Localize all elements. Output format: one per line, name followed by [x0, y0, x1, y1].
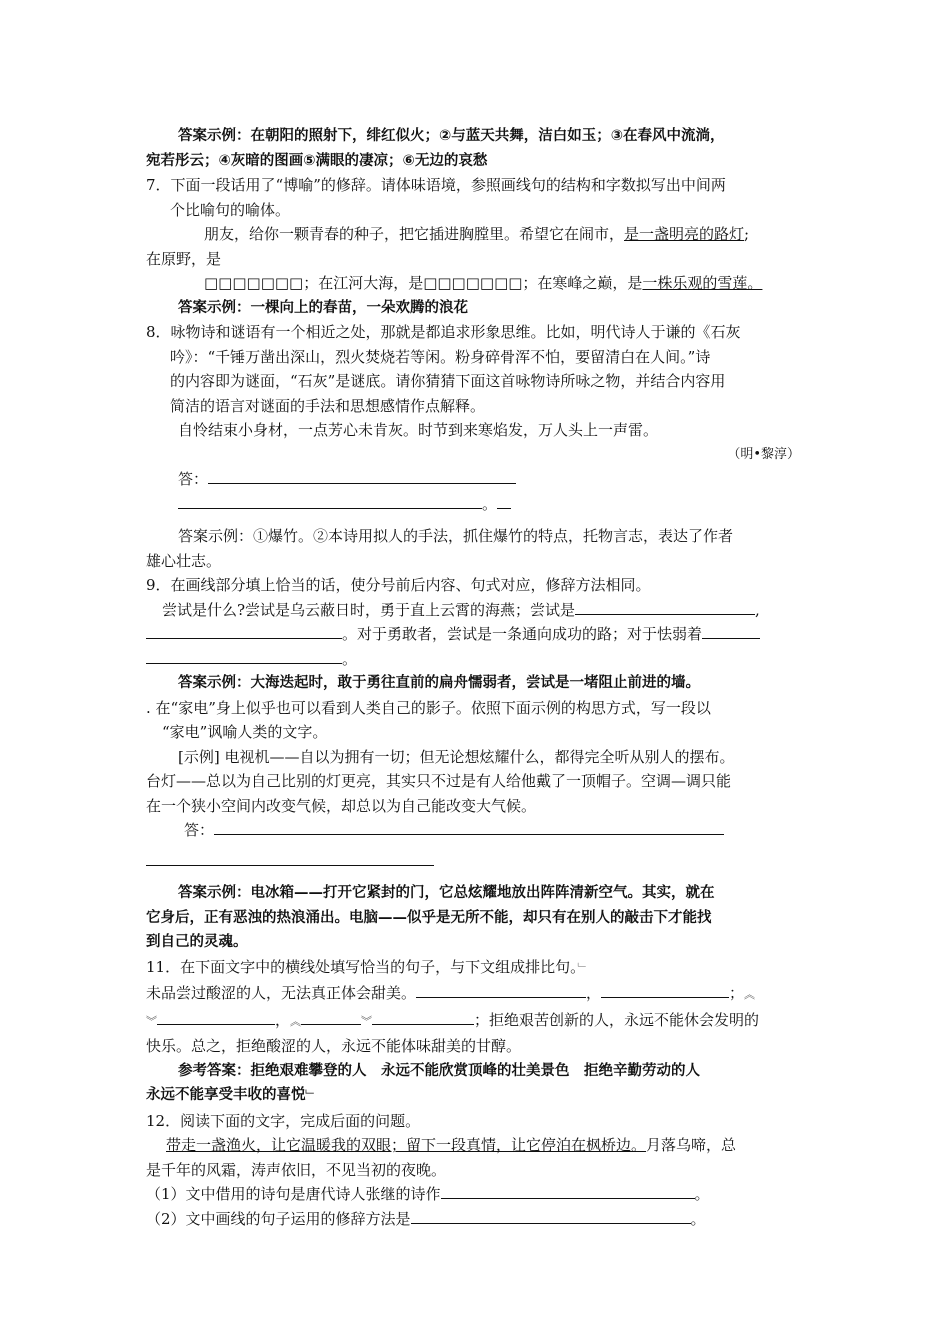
question-10-example-line-3: 在一个狭小空间内改变气候，却总以为自己能改变大气候。 [146, 796, 537, 815]
answer-11-line-2 [146, 1083, 810, 1109]
q9-text-2: 。对于勇敢者，尝试是一条通向成功的路；对于怯弱着 [342, 625, 703, 643]
answer-blank[interactable] [702, 623, 760, 639]
answer-8-line-1: 答案示例：①爆竹。②本诗用拟人的手法，抓住爆竹的特点，托物言志，表达了作者 [178, 527, 734, 545]
answer-10-line-2: 它身后，正有恶浊的热浪涌出。电脑——似乎是无所不能，却只有在别人的敲击下才能找 [146, 909, 712, 926]
question-9-line-3 [146, 622, 810, 647]
question-7-line-1: 7．下面一段话用了“博喻”的修辞。请体味语境，参照画线句的结构和字数拟写出中间两 [146, 176, 726, 194]
answer-9: 答案示例：大海迭起时，敢于勇往直前的扁舟懦弱者，尝试是一堵阻止前进的墙。 [178, 675, 700, 691]
question-12-passage-line-1 [146, 1133, 810, 1158]
question-8-line-2: 吟》：“千锤万凿出深山，烈火焚烧若等闲。粉身碎骨浑不怕，要留清白在人间。”诗 [170, 347, 711, 366]
answer-label: 答： [184, 821, 215, 839]
q9-end-mark: 。 [342, 649, 358, 668]
q11-sep-2: ； [729, 984, 745, 1002]
answer-label: 答： [178, 470, 209, 488]
question-10-answer-line-2 [146, 849, 810, 874]
question-8-answer-line-1 [146, 467, 810, 492]
document-page [146, 124, 810, 1231]
q7-underlined-example: 是一盏明亮的路灯 [624, 225, 745, 243]
q12-passage-text: 月落乌啼，总 [646, 1136, 737, 1154]
answer-11-text: 永远不能享受丰收的喜悦 [146, 1087, 306, 1103]
q7-semicolon: ; [744, 225, 750, 243]
return-mark-icon: ﹂ [577, 961, 589, 975]
answer-10-line-1: 答案示例：电冰箱——打开它紧封的门，它总炫耀地放出阵阵清新空气。其实，就在 [178, 885, 715, 901]
q12-sub-2-end: 。 [690, 1209, 706, 1228]
answer-blank[interactable] [575, 599, 755, 615]
q12-sub-2-text: （2）文中画线的句子运用的修辞方法是 [146, 1209, 411, 1228]
double-chevron-up-icon: ︽ [290, 1014, 302, 1028]
answer-10-line-3: 到自己的灵魂。 [146, 934, 248, 950]
question-8-line-3: 的内容即为谜面，“石灰”是谜底。请你猜猜下面这首咏物诗所咏之物，并结合内容用 [170, 372, 726, 390]
q11-tail: ；拒绝艰苦创新的人，永远不能休会发明的 [474, 1010, 760, 1029]
answer-6-line-1: 答案示例：在朝阳的照射下，绯红似火；②与蓝天共舞，洁白如玉；③在春风中流淌， [178, 128, 725, 144]
answer-blank[interactable] [157, 1009, 275, 1025]
q9-comma: , [755, 600, 760, 619]
q11-text: 11．在下面文字中的横线处填写恰当的句子，与下文组成排比句。 [146, 957, 578, 976]
double-chevron-up-icon: ︽ [744, 988, 756, 1001]
q11-sep-3: ， [275, 1010, 291, 1029]
q12-underlined-sentence: 带走一盏渔火，让它温暖我的双眼；留下一段真情，让它停泊在枫桥边。 [166, 1136, 647, 1154]
question-9-line-2 [146, 598, 810, 623]
double-chevron-down-icon: ︾ [146, 1014, 157, 1028]
question-10-answer-line-1 [146, 818, 810, 843]
answer-blank[interactable] [146, 648, 342, 664]
answer-blank[interactable] [372, 1009, 474, 1025]
question-8-poem: 自怜结束小身材，一点芳心未肯灰。时节到来寒焰发，万人头上一声雷。 [178, 421, 659, 439]
answer-11-line-1: 参考答案：拒绝艰难攀登的人 永远不能欣赏顶峰的壮美景色 拒绝辛勤劳动的人 [178, 1062, 700, 1079]
return-mark-icon: ﹂ [305, 1089, 317, 1102]
question-12-sub-2 [146, 1207, 810, 1232]
question-11-line-3 [146, 1008, 810, 1035]
q9-text: 尝试是什么?尝试是乌云蔽日时，勇于直上云霄的海燕；尝试是 [162, 600, 576, 619]
question-7-passage-line-2: 在原野，是 [146, 249, 222, 268]
answer-blank[interactable] [146, 850, 434, 866]
answer-blank[interactable] [146, 623, 342, 639]
q12-sub-1-end: 。 [694, 1185, 710, 1203]
question-8-poem-author: （明•黎淳） [727, 446, 800, 462]
question-8-line-1: 8．咏物诗和谜语有一个相近之处，那就是都追求形象思维。比如，明代诗人于谦的《石灰 [146, 323, 741, 341]
question-8-line-4: 简洁的语言对谜面的手法和思想感情作点解释。 [170, 396, 486, 415]
q7-blanks-text: □□□□□□□；在江河大海，是□□□□□□□；在寒峰之巅，是 [204, 274, 643, 292]
answer-blank[interactable] [497, 493, 511, 509]
question-11-line-2 [146, 981, 810, 1008]
answer-blank[interactable] [178, 493, 482, 509]
question-11-line-1 [146, 955, 810, 982]
question-10-line-2: “家电”讽喻人类的文字。 [162, 723, 328, 741]
double-chevron-down-icon: ︾ [361, 1014, 373, 1028]
answer-blank[interactable] [301, 1009, 361, 1025]
q12-sub-1-text: （1）文中借用的诗句是唐代诗人张继的诗作 [146, 1185, 441, 1203]
q7-passage-text: 朋友，给你一颗青春的种子，把它插进胸膛里。希望它在闹市， [204, 225, 625, 243]
question-7-line-2: 个比喻句的喻体。 [170, 200, 291, 219]
answer-blank[interactable] [208, 468, 516, 484]
question-12-line-1: 12．阅读下面的文字，完成后面的问题。 [146, 1111, 421, 1130]
q7-underlined-lotus: 一株乐观的雪莲。 [642, 274, 763, 292]
answer-8-line-2: 雄心壮志。 [146, 551, 222, 570]
answer-blank[interactable] [601, 982, 729, 998]
answer-blank[interactable] [441, 1183, 695, 1199]
question-7-passage-line-3 [146, 271, 810, 296]
question-7-passage-line-1 [146, 222, 810, 247]
q11-sep-1: ， [586, 984, 602, 1002]
answer-6-line-2: 宛若彤云；④灰暗的图画⑤满眼的凄凉；⑥无边的哀愁 [146, 152, 488, 169]
question-9-line-4 [146, 647, 810, 672]
question-11-line-4: 快乐。总之，拒绝酸涩的人，永远不能体味甜美的甘醇。 [146, 1037, 522, 1055]
question-10-line-1: . 在“家电”身上似乎也可以看到人类自己的影子。依照下面示例的构思方式，写一段以 [146, 698, 711, 717]
q11-text-2: 未品尝过酸涩的人，无法真正体会甜美。 [146, 984, 417, 1002]
answer-blank[interactable] [416, 982, 586, 998]
question-8-answer-line-2 [146, 492, 810, 517]
answer-blank[interactable] [411, 1208, 691, 1224]
answer-blank[interactable] [214, 819, 724, 835]
answer-end-mark: 。 [482, 494, 498, 513]
question-12-passage-line-2: 是千年的风霜，涛声依旧，不见当初的夜晚。 [146, 1160, 447, 1179]
question-12-sub-1 [146, 1182, 810, 1207]
question-9-line-1: 9．在画线部分填上恰当的话，使分号前后内容、句式对应，修辞方法相同。 [146, 576, 651, 594]
answer-7: 答案示例：一棵向上的春苗，一朵欢腾的浪花 [178, 299, 468, 316]
question-10-example-line-2: 台灯——总以为自己比别的灯更亮，其实只不过是有人给他戴了一顶帽子。空调—调只能 [146, 772, 732, 790]
question-10-example-line-1: [示例] 电视机——自以为拥有一切；但无论想炫耀什么，都得完全听从别人的摆布。 [178, 747, 735, 766]
